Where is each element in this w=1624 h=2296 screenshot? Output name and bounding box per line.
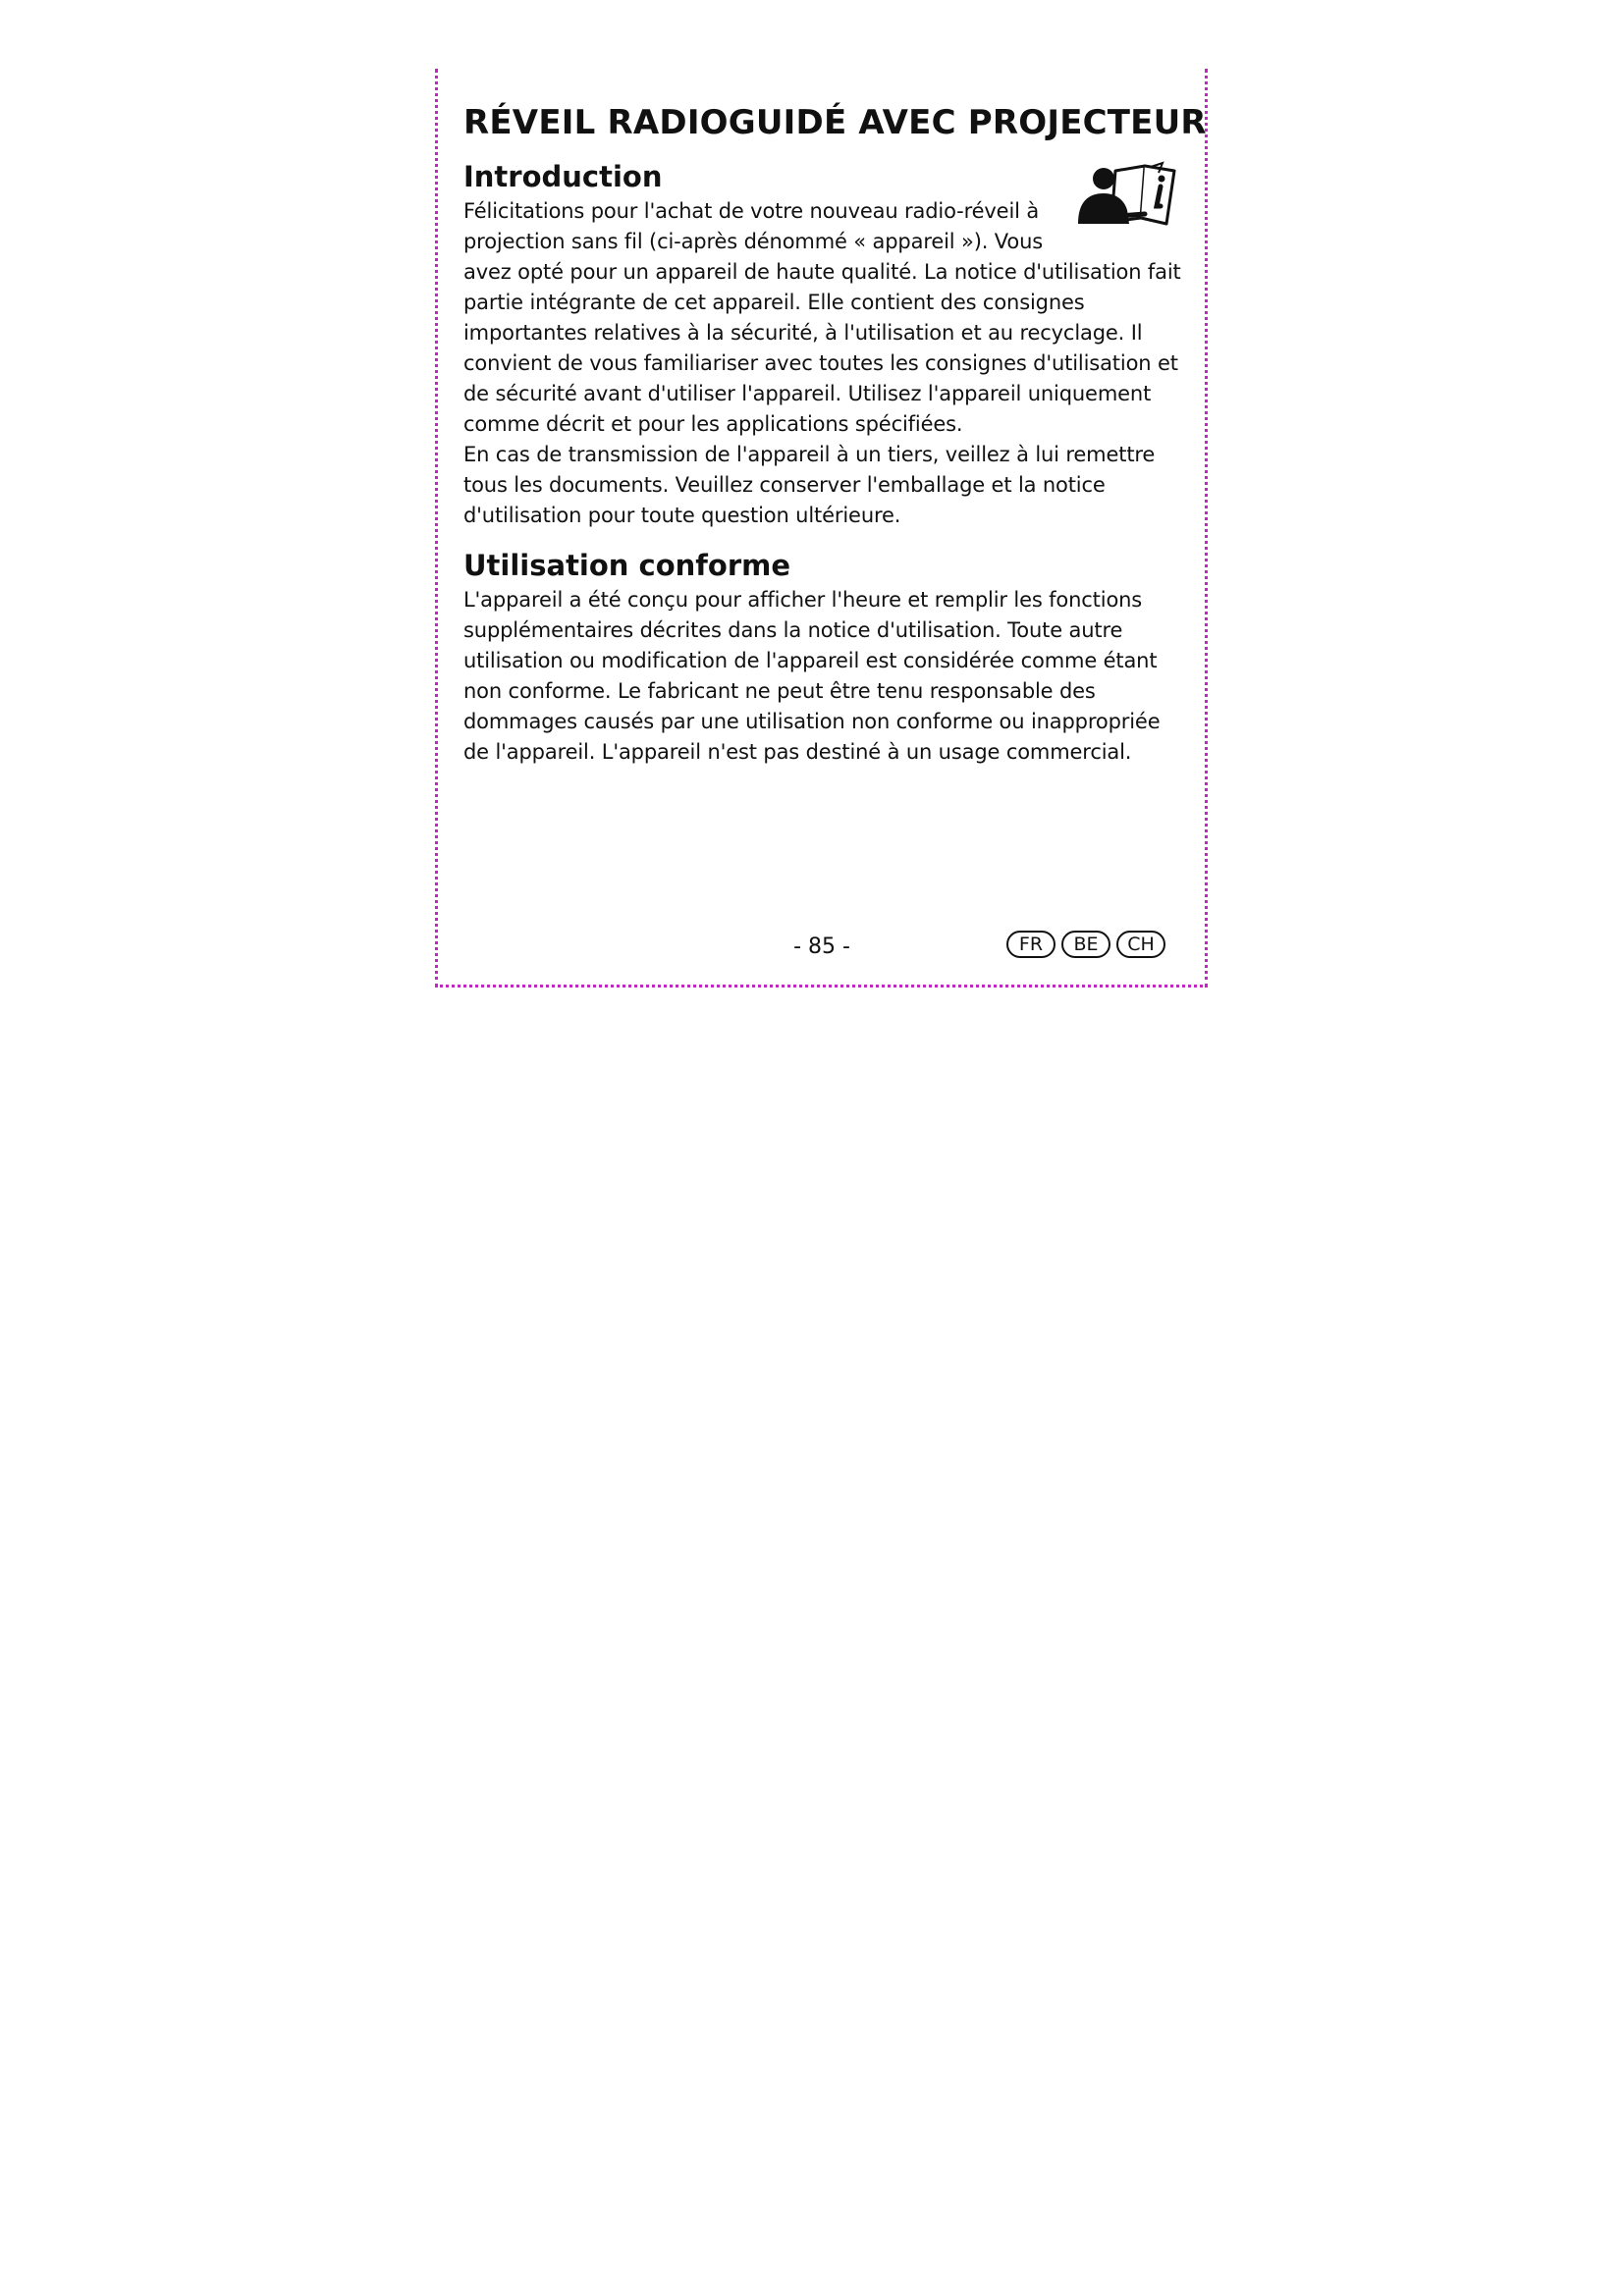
body-line: En cas de transmission de l'appareil à un tiers, veillez à lui remettre [463,443,1156,466]
section-heading-utilisation-conforme: Utilisation conforme [463,549,791,582]
body-line: non conforme. Le fabricant ne peut être tenu responsable des [463,679,1096,703]
country-badges [1006,931,1165,958]
body-line: utilisation ou modification de l'appareil est considérée comme étant [463,649,1158,672]
utilisation-conforme-body [463,585,1175,768]
body-line: tous les documents. Veuillez conserver l'emballage et la notice [463,473,1106,497]
body-line: importantes relatives à la sécurité, à l'utilisation et au recyclage. Il [463,321,1143,345]
document-title: RÉVEIL RADIOGUIDÉ AVEC PROJECTEUR [463,103,1207,142]
body-line: avez opté pour un appareil de haute qualité. La notice d'utilisation fait [463,260,1181,284]
body-line: supplémentaires décrites dans la notice d'utilisation. Toute autre [463,618,1123,642]
body-line: convient de vous familiariser avec toutes les consignes d'utilisation et [463,351,1178,375]
country-badge-ch: CH [1116,931,1165,958]
body-line: Félicitations pour l'achat de votre nouveau radio-réveil à [463,199,1040,223]
page-number: - 85 - [793,934,850,959]
body-line: L'appareil a été conçu pour afficher l'heure et remplir les fonctions [463,588,1143,612]
body-line: dommages causés par une utilisation non conforme ou inappropriée [463,710,1161,733]
section-heading-introduction: Introduction [463,160,663,193]
country-badge-fr: FR [1006,931,1056,958]
body-line: de sécurité avant d'utiliser l'appareil. Utilisez l'appareil uniquement [463,382,1152,405]
body-line: partie intégrante de cet appareil. Elle contient des consignes [463,291,1085,314]
document-content [463,96,1207,768]
body-line: projection sans fil (ci-après dénommé « appareil »). Vous [463,230,1044,253]
body-line: comme décrit et pour les applications spécifiées. [463,412,963,436]
country-badge-be: BE [1061,931,1110,958]
body-line: d'utilisation pour toute question ultérieure. [463,504,901,527]
body-line: de l'appareil. L'appareil n'est pas destiné à un usage commercial. [463,740,1132,764]
introduction-body [463,196,1181,531]
